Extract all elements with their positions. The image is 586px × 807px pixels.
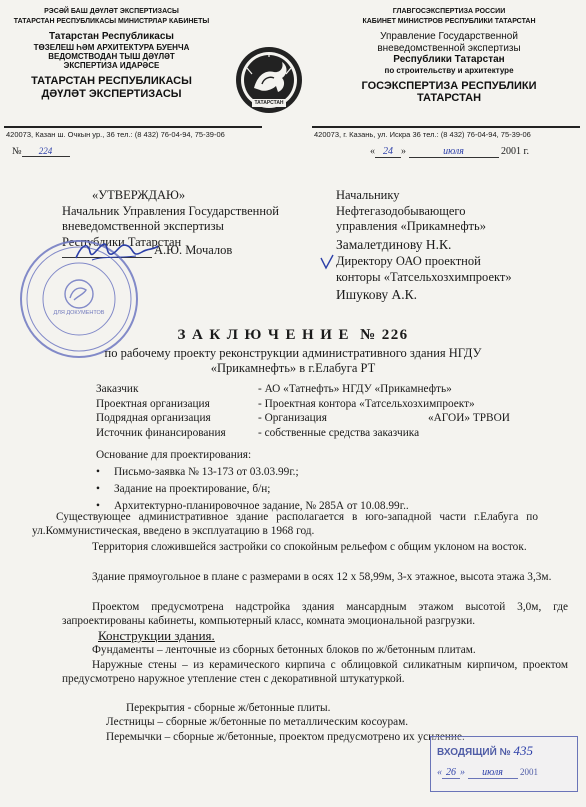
doc-date-month: июля: [409, 146, 499, 158]
addressee1-line1: Начальнику: [336, 188, 400, 202]
doc-date: « 24 » июля 2001 г.: [370, 146, 529, 157]
constructions-heading: Конструкции здания.: [98, 628, 215, 643]
incoming-stamp: [430, 736, 578, 792]
paragraph-3: Здание прямоугольное в плане с размерами в осях 12 х 58,99м, 3-х этажное, высота этажа 3,3м.: [92, 571, 552, 583]
addressee-primary: [336, 188, 581, 252]
handwritten-checkmark: [320, 254, 334, 270]
letterhead-right-line1: ГЛАВГОСЭКСПЕРТИЗА РОССИИ: [392, 8, 506, 15]
info-row-label: Подрядная организация: [96, 412, 211, 425]
addressee2-line1: Директору ОАО проектной: [336, 254, 481, 268]
incoming-stamp-year: 2001: [520, 767, 538, 777]
basis-section: [96, 447, 566, 514]
approval-line1: Начальник Управления Государственной: [62, 203, 279, 218]
letterhead-left-line7: ТАТАРСТАН РЕСПУБЛИКАСЫ: [31, 75, 192, 88]
letterhead-right-line8: ТАТАРСТАН: [416, 92, 482, 105]
seal-emblem: [65, 280, 93, 308]
incoming-stamp-row1: [437, 743, 533, 759]
letterhead-right-line5: Республики Татарстан: [393, 54, 505, 66]
letterhead-left-line5: ВЕДОМСТВОДАН ТЫШ ДӘҮЛӘТ: [48, 51, 175, 61]
addressee2-name: Ишукову А.К.: [336, 287, 418, 302]
addressee1-name: Замалетдинову Н.К.: [336, 236, 452, 252]
incoming-stamp-label: ВХОДЯЩИЙ №: [437, 747, 511, 758]
approval-line3: Республики Татарстан: [62, 234, 182, 249]
basis-title: Основание для проектирования:: [96, 449, 252, 461]
letterhead-left-line6: ЭКСПЕРТИЗА ИДАРӘСЕ: [63, 60, 160, 70]
info-row: [96, 382, 566, 397]
construction-item-stairs: Лестницы – сборные ж/бетонные по металлическим косоурам.: [106, 716, 409, 728]
handwritten-signature: [72, 236, 162, 266]
bullet-icon: •: [96, 466, 100, 478]
incoming-stamp-month: июля: [468, 767, 518, 779]
basis-list-item-text: Архитектурно-планировочное задание, № 285А от 10.08.99г..: [114, 500, 409, 512]
paragraph-1: Существующее административное здание располагается в юго-западной части г.Елабуга по ул.Коммунистическая, введено в эксплуатацию в 1968 год.: [32, 511, 538, 538]
bullet-icon: •: [96, 483, 100, 495]
info-row-extra: «АГОИ» ТРВОИ: [428, 412, 510, 425]
conclusion-title: З А К Л Ю Ч Е Н И Е № 226: [177, 327, 409, 343]
letterhead-rule-left: [4, 126, 262, 128]
info-table: [96, 382, 566, 441]
letterhead-left-line2: ТАТАРСТАН РЕСПУБЛИКАСЫ МИНИСТРЛАР КАБИНЕТЫ: [13, 18, 210, 26]
basis-list-item-text: Задание на проектирование, б/н;: [114, 483, 271, 495]
letterhead-left-line3: Татарстан Республикасы: [49, 31, 174, 43]
letterhead-right-line3: Управление Государственной: [380, 31, 518, 43]
approval-line2: вневедомственной экспертизы: [62, 219, 224, 233]
emblem-caption: ТАТАРСТАН: [254, 100, 284, 106]
basis-list-item-text: Письмо-заявка № 13-173 от 03.03.99г.;: [114, 466, 299, 478]
tatarstan-emblem: [234, 44, 304, 116]
incoming-stamp-row2: « 26 » июля 2001: [437, 767, 538, 778]
addressee2-line2: конторы «Татсельхозхимпроект»: [336, 269, 512, 284]
construction-item-lintels: Перемычки – сборные ж/бетонные, проектом предусмотрено их усиление.: [106, 731, 465, 743]
info-row-value: - Организация: [258, 412, 327, 425]
info-row: [96, 426, 566, 441]
info-row-label: Источник финансирования: [96, 427, 226, 440]
incoming-stamp-number: 435: [513, 743, 533, 758]
info-row: [96, 397, 566, 412]
doc-date-year: 2001 г.: [501, 146, 529, 157]
letterhead-left: [4, 8, 219, 100]
letterhead-left-line1: РЭСӘЙ БАШ ДӘҮЛӘТ ЭКСПЕРТИЗАСЫ: [44, 8, 179, 15]
letterhead-right: [318, 8, 580, 105]
letterhead-left-line8: ДӘҮЛӘТ ЭКСПЕРТИЗАСЫ: [41, 87, 182, 100]
info-row-value: - Проектная контора «Татсельхозхимпроект»: [258, 397, 475, 410]
addressee1-line3: управления «Прикамнефть»: [336, 219, 486, 233]
address-left: 420073, Казан ш. Очкын ур., 36 тел.: (8 432) 76-04-94, 75-39-06: [6, 130, 225, 139]
construction-item-walls: Наружные стены – из керамического кирпича с облицовкой силикатным кирпичом, проектом предусмотрено наружное утепление стен с декоративной штукатуркой.: [62, 659, 568, 686]
basis-list-item: [96, 481, 566, 497]
doc-number-prefix: №: [12, 146, 22, 157]
letterhead-right-line2: КАБИНЕТ МИНИСТРОВ РЕСПУБЛИКИ ТАТАРСТАН: [362, 18, 536, 26]
construction-item-foundations: Фундаменты – ленточные из сборных бетонных блоков по ж/бетонным плитам.: [92, 644, 476, 656]
paragraph-4: Проектом предусмотрена надстройка здания мансардным этажом высотой 3,0м, где запроектированы кабинеты, компьютерный класс, комната эмоциональной разгрузки.: [62, 601, 568, 628]
letterhead-right-line6: по строительству и архитектуре: [384, 65, 514, 75]
letterhead-left-line4: ТӨЗЕЛЕШ ҺӘМ АРХИТЕКТУРА БУЕНЧА: [33, 42, 190, 52]
info-row-value: - АО «Татнефть» НГДУ «Прикамнефть»: [258, 383, 452, 395]
info-row: [96, 411, 566, 426]
addressee1-line2: Нефтегазодобывающего: [336, 203, 466, 218]
incoming-stamp-day: 26: [442, 767, 460, 779]
doc-date-day: 24: [375, 146, 401, 158]
basis-list: [96, 464, 566, 514]
letterhead-rule-right: [312, 126, 580, 128]
doc-number: [12, 146, 70, 157]
seal-center-text: ДЛЯ ДОКУМЕНТОВ: [53, 310, 105, 316]
paragraph-2: Территория сложившейся застройки со спокойным рельефом с общим уклоном на восток.: [92, 541, 527, 553]
address-right: 420073, г. Казань, ул. Искра 36 тел.: (8 432) 76-04-94, 75-39-06: [314, 130, 531, 139]
approval-title: «УТВЕРЖДАЮ»: [92, 188, 186, 202]
info-row-value: - собственные средства заказчика: [258, 427, 420, 440]
letterhead-right-line7: ГОСЭКСПЕРТИЗА РЕСПУБЛИКИ: [361, 79, 537, 92]
info-row-label: Проектная организация: [96, 397, 210, 410]
approval-signer: А.Ю. Мочалов: [154, 243, 233, 257]
construction-item-floors: Перекрытия - сборные ж/бетонные плиты.: [126, 702, 331, 714]
basis-list-item: [96, 464, 566, 480]
doc-number-value: 224: [22, 146, 70, 157]
addressee-secondary: [336, 254, 581, 303]
conclusion-subtitle-line1: по рабочему проекту реконструкции административного здания НГДУ: [104, 346, 482, 360]
bullet-icon: •: [96, 500, 100, 512]
letterhead-right-line4: вневедомственной экспертизы: [377, 42, 521, 54]
conclusion-subtitle-line2: «Прикамнефть» в г.Елабуга РТ: [210, 361, 376, 375]
info-row-label: Заказчик: [96, 383, 139, 395]
conclusion-subtitle: [0, 346, 586, 376]
